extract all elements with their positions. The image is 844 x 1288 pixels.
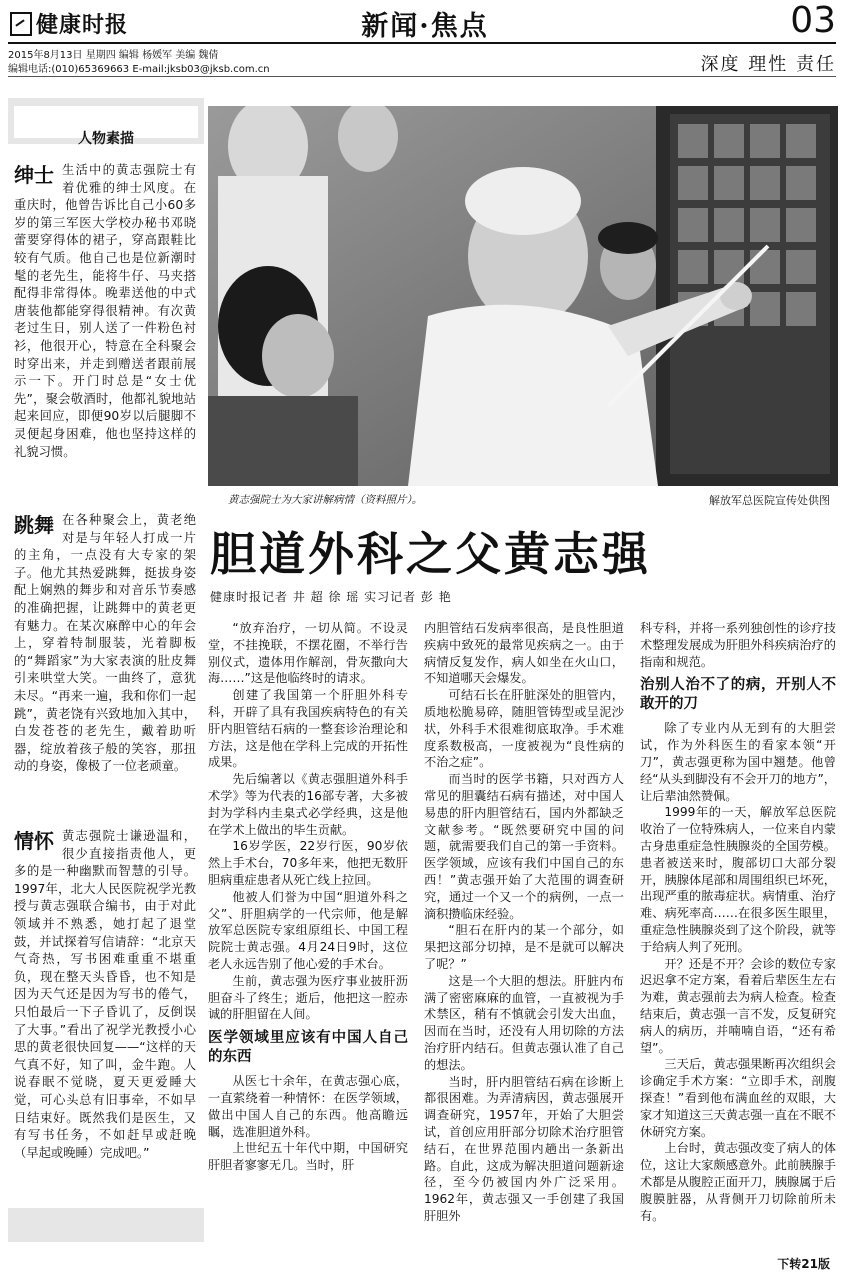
sidebar-section-head: 情怀 xyxy=(14,829,54,853)
continue-note: 下转21版 xyxy=(777,1257,830,1271)
article-paragraph: 他被人们誉为中国“胆道外科之父”、肝胆病学的一代宗师，他是解放军总医院专家组原组长、中国工程院院士黄志强。4月24日9时，这位老人永远告别了他心爱的手术台。 xyxy=(208,889,408,971)
sidebar-section-text: 在各种聚会上，黄老绝对是与年轻人打成一片的主角，一点没有大专家的架子。他尤其热爱跳舞，挺拔身姿配上娴熟的舞步和对音乐节奏感的准确把握，让跳舞中的黄老更有魅力。在某次麻醉中心的年会上，穿着特制服装，光着脚板的“舞蹈家”为大家表演的肚皮舞引来哄堂大笑。一曲终了，意犹未尽。“再来一遍，我和你们一起跳”，黄老饶有兴致地加入其中，白发苍苍的老先生，戴着助听器，绽放着孩子般的笑容，那扭动的身姿，像极了一位老顽童。 xyxy=(14,513,196,774)
news-photo xyxy=(208,106,838,486)
article-paragraph: 16岁学医，22岁行医，90岁依然上手术台，70多年来，他把无数肝胆病重症患者从死亡线上拉回。 xyxy=(208,839,408,887)
article-paragraph: “放弃治疗，一切从简。不设灵堂，不挂挽联，不摆花圈，不举行告别仪式，遗体用作解剖，骨灰撒向大海……”这是他临终时的请求。 xyxy=(208,621,408,686)
article-paragraph: 这是一个大胆的想法。肝脏内布满了密密麻麻的血管，一直被视为手术禁区，稍有不慎就会引发大出血，因而在当时，还没有人用切除的方法治疗肝内结石。但黄志强认准了自己的想法。 xyxy=(424,973,624,1072)
article-column-2 xyxy=(424,620,624,1225)
sidebar-section-head: 绅士 xyxy=(14,163,54,187)
masthead xyxy=(10,8,150,40)
article-paragraph: 从医七十余年，在黄志强心底，一直萦绕着一种情怀：在医学领域，做出中国人自己的东西。他高瞻远瞩，选准胆道外科。 xyxy=(208,1074,408,1139)
article-headline: 胆道外科之父黄志强 xyxy=(210,527,651,581)
sidebar-section-sentiment xyxy=(14,828,196,1162)
sidebar-section-text: 黄志强院士谦逊温和，很少直接指责他人，更多的是一种幽默而智慧的引导。1997年，北大人民医院祝学光教授与黄志强联合编书，由于对此领域并不熟悉，她打起了退堂鼓，并试探着写信请辞：“北京天气奇热，写书困难重重不堪重负，现在整天头昏昏，也不知是因为天气还是因为写书的倦气，只怕最后一下子昏讥了，反倒误了大事。”看出了祝学光教授小心思的黄老很快回复——“这样的天气真不好，知了叫，金牛跑。人说春眠不觉晓，夏天更爱睡大觉，可心头总有旧事牵，不如早日结束好。既然我们是医生，又有写书任务，不如赶早或赶晚（早起或晚睡）完成吧。” xyxy=(14,829,196,1160)
photo-caption: 黄志强院士为大家讲解病情（资料照片）。 xyxy=(228,494,423,506)
sidebar-section-gentleman xyxy=(14,162,196,461)
article-paragraph: 可结石长在肝脏深处的胆管内，质地松脆易碎，随胆管铸型或呈泥沙状，外科手术很难彻底取净。手术难度系数极高，一度被视为“良性病的不治之症”。 xyxy=(424,688,624,770)
article-byline: 健康时报记者 井 超 徐 瑶 实习记者 彭 艳 xyxy=(210,590,452,604)
article-paragraph: 科专科，并将一系列独创性的诊疗技术整理发展成为肝胆外科疾病治疗的指南和规范。 xyxy=(640,621,836,669)
article-column-3 xyxy=(640,620,836,1224)
article-paragraph: 而当时的医学书籍，只对西方人常见的胆囊结石病有描述，对中国人易患的肝内胆管结石，国内外都缺乏文献参考。“既然要研究中国的问题，就需要我们自己的第一手资料。医学领域，应该有我们中国自己的东西！”黄志强开始了大范围的调查研究，通过一个又一个的病例，一点一滴积攒临床经验。 xyxy=(424,772,624,921)
article-paragraph: 上世纪五十年代中期，中国研究肝胆者寥寥无几。当时，肝 xyxy=(208,1141,408,1173)
article-paragraph: 先后编著以《黄志强胆道外科手术学》等为代表的16部专著，大多被封为学科内圭臬式必学经典，这是他在学术上做出的毕生贡献。 xyxy=(208,772,408,837)
article-subheading: 治别人治不了的病，开别人不敢开的刀 xyxy=(640,677,836,713)
sidebar-section-text: 生活中的黄志强院士有着优雅的绅士风度。在重庆时，他曾告诉比自己小60多岁的第三军医大学校办秘书邓晓蕾要穿得体的裙子，穿高跟鞋比较有气质。他自己也是位新潮时髦的老先生，能将牛仔、马夹搭配得非常得体。晚辈送他的中式唐装他都能穿得很精神。有次黄老过生日，别人送了一件粉色衬衫，他很开心，特意在全科聚会时穿出来，并走到赠送者跟前展示一下。开门时总是“女士优先”，聚会敬酒时，他都礼貌地站起来回应，即便90岁以后腿脚不灵便起身困难，他也坚持这样的礼貌习惯。 xyxy=(14,163,196,459)
page-number: 03 xyxy=(790,0,836,41)
section-title: 新闻·焦点 xyxy=(361,11,489,42)
article-subheading: 医学领域里应该有中国人自己的东西 xyxy=(208,1030,408,1066)
header-rule-thin xyxy=(8,76,836,77)
article-paragraph: 创建了我国第一个肝胆外科专科，开辟了具有我国疾病特色的有关肝内胆管结石病的一整套诊治理论和方法，这是他在学科上完成的开拓性成果。 xyxy=(208,688,408,770)
sidebar-title: 人物素描 xyxy=(78,131,134,147)
article-column-1 xyxy=(208,620,408,1174)
slogan: 深度 理性 责任 xyxy=(700,54,836,75)
article-paragraph: 当时，肝内胆管结石病在诊断上都很困难。为弄清病因，黄志强展开调查研究，1957年，开始了大胆尝试，首创应用肝部分切除术治疗胆管结石，在世界范围内趟出一条新出路。自此，这成为解决胆道问题新途径，至今仍被国内外广泛采用。1962年，黄志强又一手创建了我国肝胆外 xyxy=(424,1074,624,1223)
article-paragraph: 内胆管结石发病率很高，是良性胆道疾病中致死的最常见疾病之一。由于病情反复发作，病人如坐在火山口，不知道哪天会爆发。 xyxy=(424,621,624,686)
sidebar-bottom-band xyxy=(8,1208,204,1242)
article-paragraph: 1999年的一天，解放军总医院收治了一位特殊病人，一位来自内蒙古身患重症急性胰腺炎的全国劳模。患者被送来时，腹部切口大部分裂开，胰腺体尾部和周围组织已坏死，出现严重的脓毒症状。病情重、治疗难、病死率高……在很多医生眼里，重症急性胰腺炎到了这个阶段，就等于给病人判了死刑。 xyxy=(640,805,836,954)
logo-icon xyxy=(10,12,32,36)
article-paragraph: “胆石在肝内的某一个部分，如果把这部分切掉，是不是就可以解决了呢？” xyxy=(424,923,624,971)
article-paragraph: 生前，黄志强为医疗事业披肝沥胆奋斗了终生；逝后，他把这一腔赤诚的肝胆留在人间。 xyxy=(208,973,408,1022)
photo-illustration xyxy=(208,106,838,486)
article-paragraph: 开？还是不开？会诊的数位专家迟迟拿不定方案，看着后辈医生左右为难，黄志强前去为病人检查。检查结束后，黄志强一言不发，反复研究病人的病历，并喃喃自语，“还有希望”。 xyxy=(640,956,836,1055)
header-rule xyxy=(8,42,836,44)
masthead-title: 健康时报 xyxy=(36,12,129,38)
sidebar-section-dance xyxy=(14,512,196,776)
article-paragraph: 除了专业内从无到有的大胆尝试，作为外科医生的看家本领“开刀”，黄志强更称为国中翘楚。他曾经“从头到脚没有不会开刀的地方”，让后辈油然赞佩。 xyxy=(640,721,836,803)
contact-line: 编辑电话:(010)65369663 E-mail:jksb03@jksb.com.cn xyxy=(8,64,270,75)
sidebar-section-head: 跳舞 xyxy=(14,513,54,537)
article-paragraph: 三天后，黄志强果断再次组织会诊确定手术方案：“立即手术，剖腹探查！”看到他布满血丝的双眼，大家才知道这三天黄志强一直在不眠不休研究方案。 xyxy=(640,1057,836,1139)
photo-credit: 解放军总医院宣传处供图 xyxy=(709,494,830,507)
article-paragraph: 上台时，黄志强改变了病人的体位，这让大家颇感意外。此前胰腺手术都是从腹腔正面开刀，胰腺属于后腹膜脏器，从背侧开刀切除前所未有。 xyxy=(640,1141,836,1223)
date-editor-line: 2015年8月13日 星期四 编辑 杨媛军 美编 魏倩 xyxy=(8,50,219,61)
